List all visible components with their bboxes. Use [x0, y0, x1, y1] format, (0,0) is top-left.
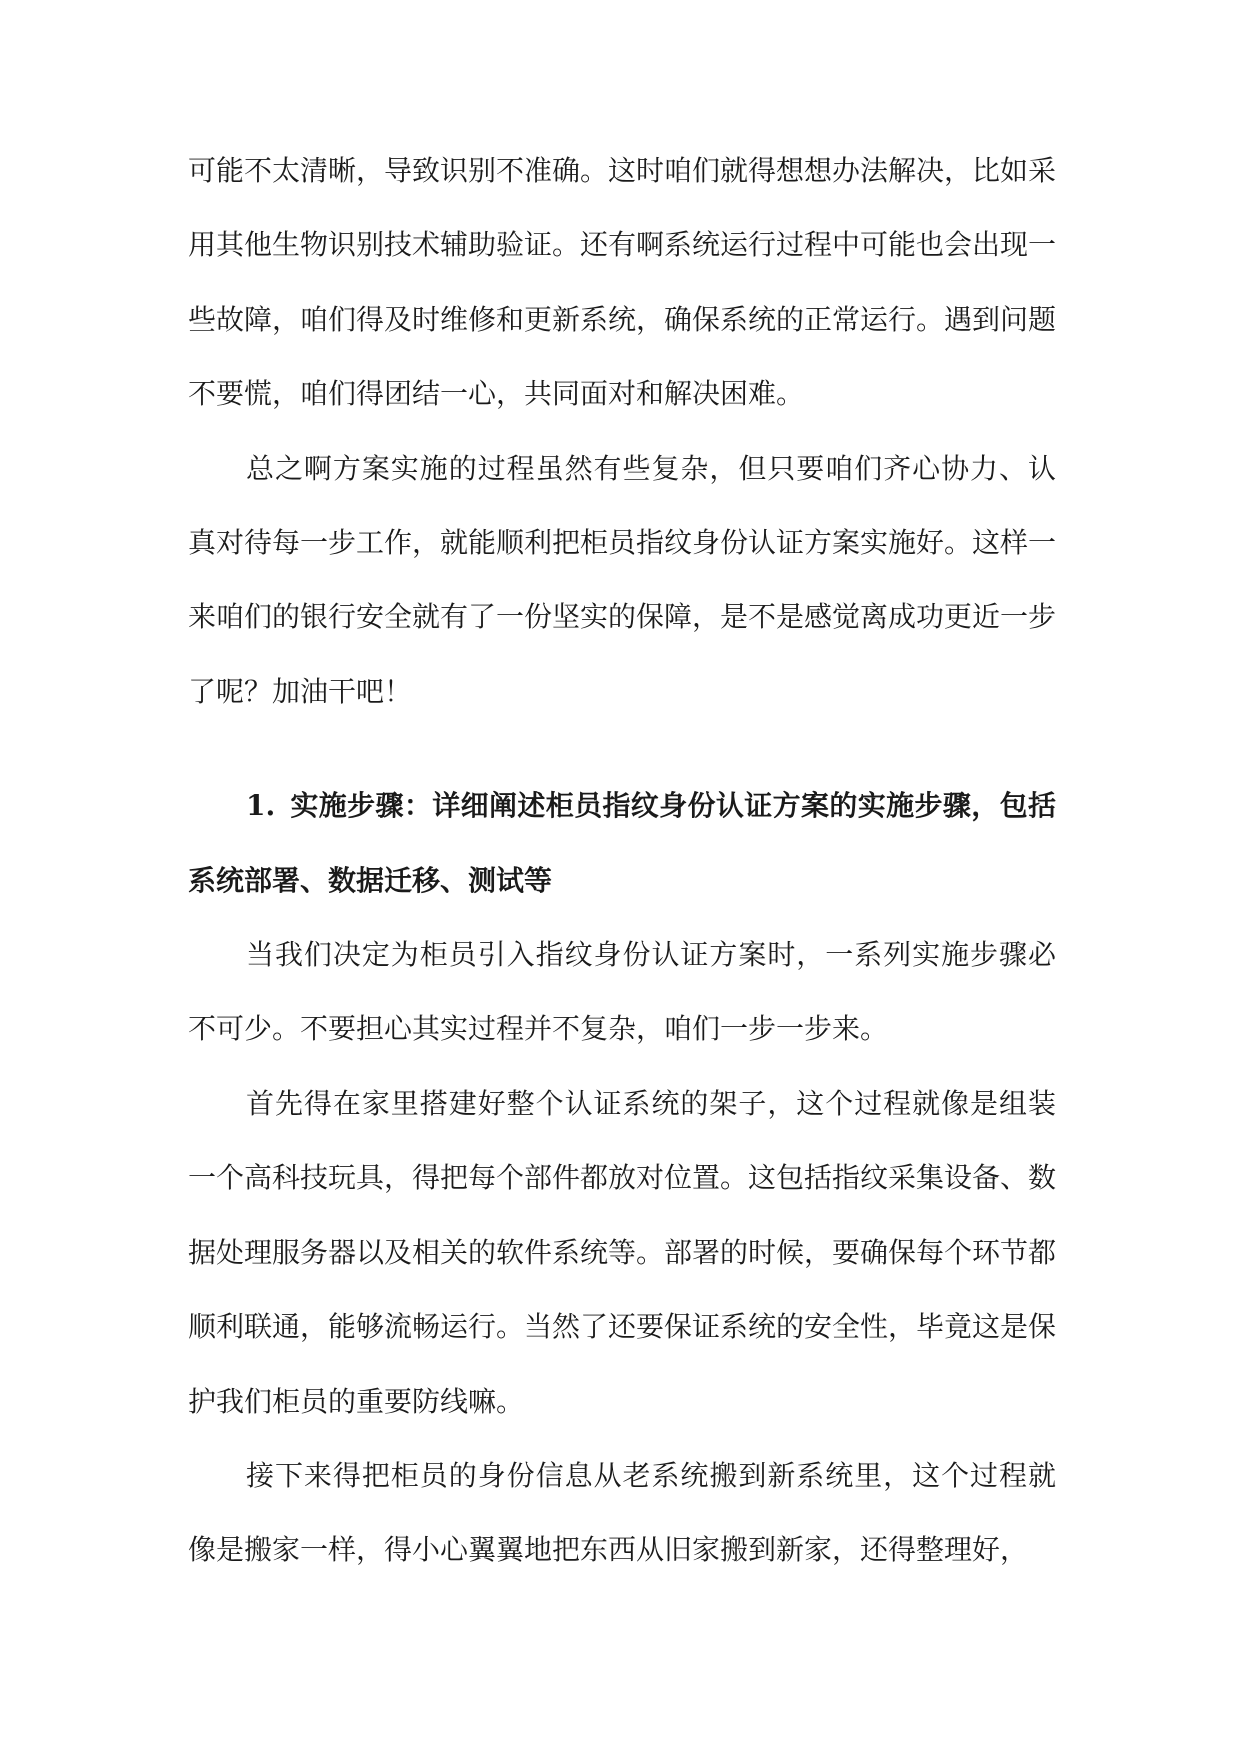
paragraph-system-deployment: 首先得在家里搭建好整个认证系统的架子，这个过程就像是组装一个高科技玩具，得把每个部件都放对位置。这包括指纹采集设备、数据处理服务器以及相关的软件系统等。部署的时候，要确保每个环节都顺利联通，能够流畅运行。当然了还要保证系统的安全性，毕竟这是保护我们柜员的重要防线嘛。	[188, 1086, 1057, 1418]
paragraph-data-migration: 接下来得把柜员的身份信息从老系统搬到新系统里，这个过程就像是搬家一样，得小心翼翼地把东西从旧家搬到新家，还得整理好，	[188, 1458, 1056, 1567]
section-heading-number: 1.	[246, 789, 276, 823]
section-heading	[188, 769, 1056, 918]
paragraph-summary: 总之啊方案实施的过程虽然有些复杂，但只要咱们齐心协力、认真对待每一步工作，就能顺利把柜员指纹身份认证方案实施好。这样一来咱们的银行安全就有了一份坚实的保障，是不是感觉离成功更近一步了呢？加油干吧！	[188, 451, 1057, 708]
paragraph-intro: 当我们决定为柜员引入指纹身份认证方案时，一系列实施步骤必不可少。不要担心其实过程并不复杂，咱们一步一步来。	[188, 938, 1056, 1046]
document-body	[188, 134, 1056, 1588]
paragraph-continuation: 可能不太清晰，导致识别不准确。这时咱们就得想想办法解决，比如采用其他生物识别技术辅助验证。还有啊系统运行过程中可能也会出现一些故障，咱们得及时维修和更新系统，确保系统的正常运行。遇到问题不要慌，咱们得团结一心，共同面对和解决困难。	[188, 154, 1057, 411]
section-heading-text: 实施步骤：详细阐述柜员指纹身份认证方案的实施步骤，包括系统部署、数据迁移、测试等	[188, 789, 1056, 897]
